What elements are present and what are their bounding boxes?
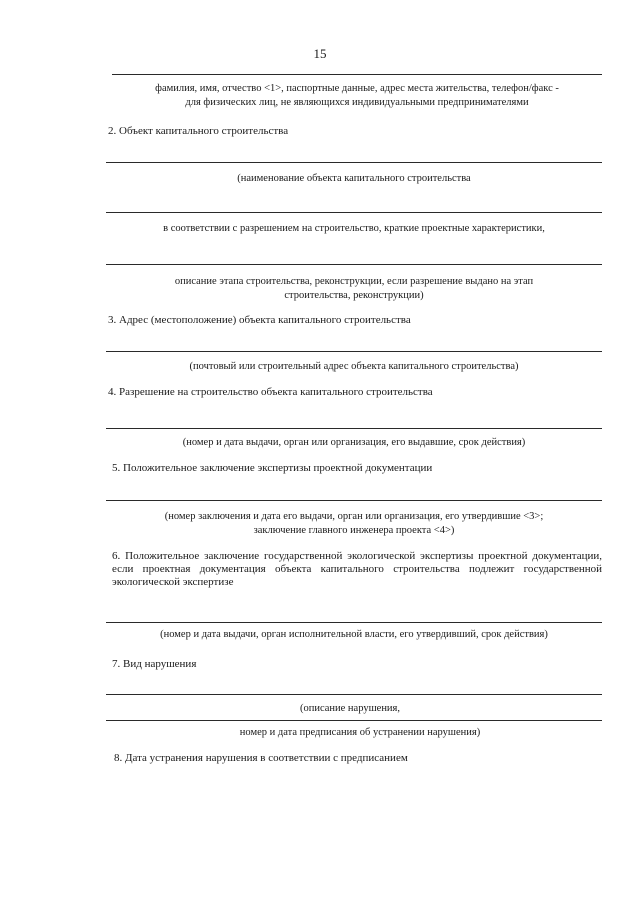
section-6-paragraph: 6. Положительное заключение государственной экологической экспертизы проектной документации, если проектная документация объекта капитального строительства подлежит государственной экологической экспертизе bbox=[112, 550, 602, 588]
section-8-heading: 8. Дата устранения нарушения в соответствии с предписанием bbox=[114, 752, 408, 764]
section-3-heading: 3. Адрес (местоположение) объекта капитального строительства bbox=[108, 314, 411, 326]
caption-applicant-line1: фамилия, имя, отчество <1>, паспортные данные, адрес места жительства, телефон/факс - bbox=[155, 83, 559, 94]
fill-line-address bbox=[106, 351, 602, 352]
fill-line-expertise bbox=[106, 500, 602, 501]
caption-violation-order: номер и дата предписания об устранении нарушения) bbox=[239, 727, 481, 738]
caption-applicant-line2: для физических лиц, не являющихся индивидуальными предпринимателями bbox=[185, 97, 529, 108]
fill-line-violation bbox=[106, 694, 602, 695]
caption-violation-desc: (описание нарушения, bbox=[299, 703, 401, 714]
page-number: 15 bbox=[313, 46, 327, 61]
fill-line-eco bbox=[106, 622, 602, 623]
caption-permit: (номер и дата выдачи, орган или организация, его выдавшие, срок действия) bbox=[182, 437, 526, 448]
section-2-heading: 2. Объект капитального строительства bbox=[108, 125, 289, 137]
fill-line-object-name bbox=[106, 162, 602, 163]
caption-expertise-line2: заключение главного инженера проекта <4>) bbox=[253, 525, 455, 536]
fill-line-violation-order bbox=[106, 720, 602, 721]
fill-line-applicant bbox=[112, 74, 602, 75]
fill-line-object-permit bbox=[106, 212, 602, 213]
caption-stage-line1: описание этапа строительства, реконструкции, если разрешение выдано на этап bbox=[174, 276, 534, 287]
section-4-heading: 4. Разрешение на строительство объекта капитального строительства bbox=[108, 386, 433, 398]
fill-line-permit bbox=[106, 428, 602, 429]
caption-address: (почтовый или строительный адрес объекта капитального строительства) bbox=[189, 361, 519, 372]
section-5-heading: 5. Положительное заключение экспертизы проектной документации bbox=[112, 462, 433, 474]
caption-object-name: (наименование объекта капитального строительства bbox=[237, 173, 471, 184]
fill-line-stage bbox=[106, 264, 602, 265]
section-7-heading: 7. Вид нарушения bbox=[112, 658, 197, 670]
caption-eco: (номер и дата выдачи, орган исполнительной власти, его утвердивший, срок действия) bbox=[160, 629, 548, 640]
caption-stage-line2: строительства, реконструкции) bbox=[284, 290, 424, 301]
caption-object-permit: в соответствии с разрешением на строительство, краткие проектные характеристики, bbox=[163, 223, 545, 234]
caption-expertise-line1: (номер заключения и дата его выдачи, орган или организация, его утвердившие <3>; bbox=[164, 511, 544, 522]
